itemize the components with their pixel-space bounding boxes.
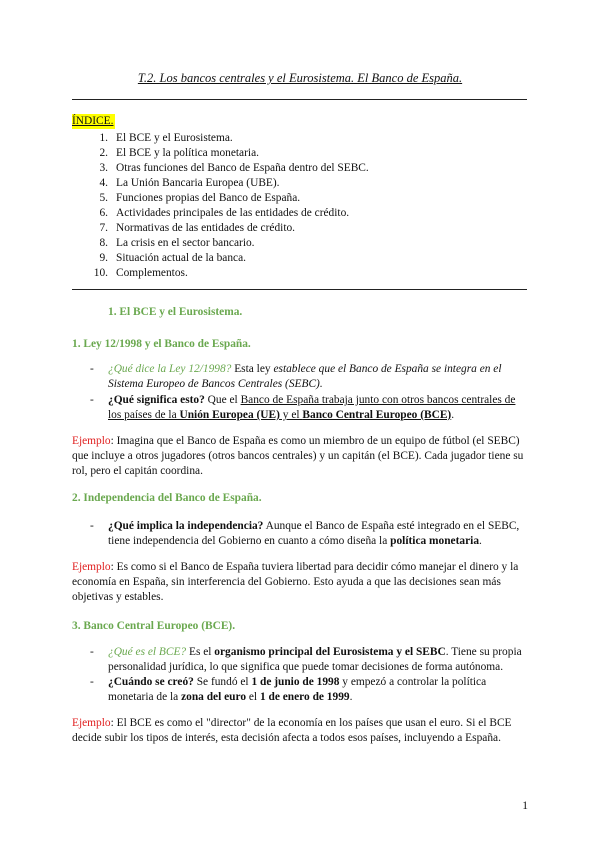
bullet-independencia: - ¿Qué implica la independencia? Aunque el Banco de España esté integrado en el SEBC, tiene independencia del Gobierno en cuanto a cómo diseña la política monetaria. [90,520,520,547]
toc-item: 9. Situación actual de la banca. [99,252,246,264]
divider-top [72,99,527,100]
toc-item: 4. La Unión Bancaria Europea (UBE). [99,177,280,189]
subsection-title-1: 1. Ley 12/1998 y el Banco de España. [72,338,251,350]
bullet-ley: - ¿Qué dice la Ley 12/1998? Esta ley establece que el Banco de España se integra en el Sistema Europeo de Bancos Centrales (SEBC). [90,363,502,390]
bullet-significa: - ¿Qué significa esto? Que el Banco de España trabaja junto con otros bancos centrales de los países de la Unión Europea (UE) y el Banco Central Europeo (BCE). [90,394,516,421]
divider-bottom [72,289,527,290]
toc-item: 3. Otras funciones del Banco de España dentro del SEBC. [99,162,369,174]
example-paragraph-1: Ejemplo: Imagina que el Banco de España es como un miembro de un equipo de fútbol (el SEBC) que incluye a otros jugadores (otros bancos centrales) y un capitán (el BCE). Cada jugador tiene su rol, pero el capitán coordina. [72,435,524,477]
bullet-que-es-bce: - ¿Qué es el BCE? Es el organismo principal del Eurosistema y el SEBC. Tiene su propia personalidad jurídica, lo que significa que puede tomar decisiones de forma autónoma. [90,646,522,673]
toc-item: 8. La crisis en el sector bancario. [99,237,255,249]
table-of-contents [88,131,369,281]
index-heading: ÍNDICE. [72,115,114,127]
example-paragraph-3: Ejemplo: El BCE es como el "director" de la economía en los países que usan el euro. Si el BCE decide subir los tipos de interés, esta decisión afecta a todos esos países, incluyendo a España. [72,717,512,744]
toc-item: 2. El BCE y la política monetaria. [99,147,259,159]
toc-item: 10. Complementos. [93,267,188,279]
page-title: T.2. Los bancos centrales y el Eurosistema. El Banco de España. [137,71,463,85]
toc-item: 1. El BCE y el Eurosistema. [99,132,233,144]
subsection-title-2: 2. Independencia del Banco de España. [72,492,262,504]
section-title: 1. El BCE y el Eurosistema. [108,306,243,318]
bullet-cuando-se-creo: - ¿Cuándo se creó? Se fundó el 1 de junio de 1998 y empezó a controlar la política monetaria de la zona del euro el 1 de enero de 1999. [90,676,487,703]
toc-item: 7. Normativas de las entidades de crédito. [99,222,296,234]
subsection-title-3: 3. Banco Central Europeo (BCE). [72,620,236,632]
example-paragraph-2: Ejemplo: Es como si el Banco de España tuviera libertad para decidir cómo manejar el dinero y la economía en España, sin interferencia del Gobierno. Esto ayuda a que las decisiones sean más objetivas y estables. [72,561,519,603]
page-number: 1 [522,800,528,812]
toc-item: 5. Funciones propias del Banco de España. [99,192,301,204]
toc-item: 6. Actividades principales de las entidades de crédito. [99,207,350,219]
